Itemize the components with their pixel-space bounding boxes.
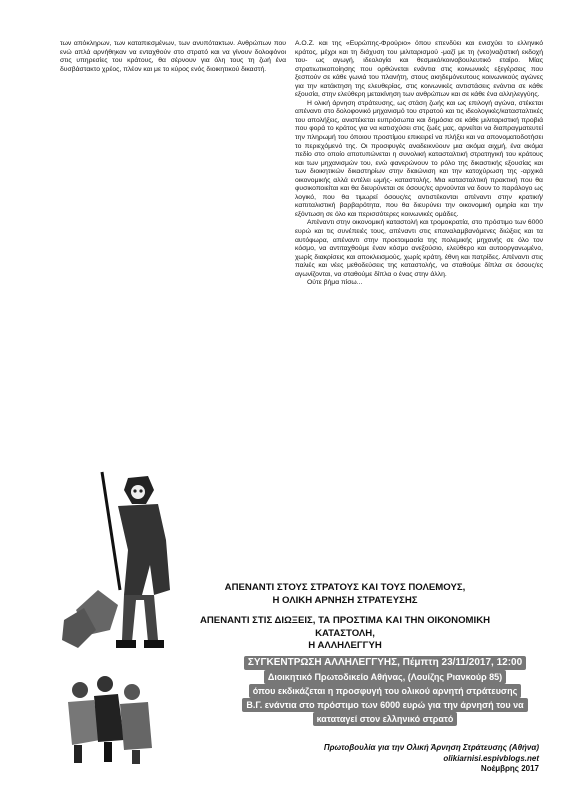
event-desc-3: καταταγεί στον ελληνικό στρατό <box>313 712 458 726</box>
slogan-line-2: Η ΟΛΙΚΗ ΑΡΝΗΣΗ ΣΤΡΑΤΕΥΣΗΣ <box>272 594 418 606</box>
right-paragraph-3: Απέναντι στην οικονομική καταστολή και τρομοκρατία, στο πρόστιμο των 6000 ευρώ και τις συνέπειές τους, απέναντι στις επαναλαμβανόμενες διώξεις και τα αυτόφωρα, απέναντι στην προετοιμασία της πολεμικής μηχανής σε όλο τον κόσμο, να αντιταχθούμε έναν κόσμο ανεξούσιο, ελεύθερο και αυτοοργανωμένο, χωρίς διακρίσεις και αποκλεισμούς, χωρίς κράτη, έθνη και πατρίδες. Απέναντι στις παλιές και νέες μεθοδεύσεις της καταστολής, να σταθούμε δίπλα σε όσους/ες αγωνίζονται, να σταθούμε δίπλα ο ένας στην άλλη. <box>295 219 543 278</box>
right-text-column <box>295 40 543 570</box>
crowd-illustration <box>60 670 160 765</box>
footer-signature: Πρωτοβουλία για την Ολική Άρνηση Στράτευσης (Αθήνα) <box>323 743 539 752</box>
soldier-illustration <box>58 470 188 660</box>
slogan-line-1: ΑΠΕΝΑΝΤΙ ΣΤΟΥΣ ΣΤΡΑΤΟΥΣ ΚΑΙ ΤΟΥΣ ΠΟΛΕΜΟΥΣ, <box>224 582 466 593</box>
footer <box>324 743 539 775</box>
slogan-line-3: ΑΠΕΝΑΝΤΙ ΣΤΙΣ ΔΙΩΞΕΙΣ, ΤΑ ΠΡΟΣΤΙΜΑ ΚΑΙ ΤΗΝ ΟΙΚΟΝΟΜΙΚΗ ΚΑΤΑΣΤΟΛΗ, <box>199 615 491 639</box>
event-desc-2: Β.Γ. ενάντια στο πρόστιμο των 6000 ευρώ για την άρνησή του να <box>242 698 527 712</box>
footer-date: Νοέμβρης 2017 <box>480 764 539 773</box>
event-location: Διοικητικό Πρωτοδικείο Αθήνας, (Λουίζης Ριανκούρ 85) <box>264 670 506 684</box>
slogans-block <box>175 582 515 653</box>
slogan-line-4: Η ΑΛΛΗΛΕΓΓΥΗ <box>308 640 382 651</box>
right-paragraph-1: Α.Ο.Ζ. και της «Ευρώπης-Φρούριο» όπου επενδύει και ενισχύει το ελληνικό κράτος, μέχρι και τη διάχυση του μιλιταρισμού -μαζί με τη (νεο)ναζιστική εκδοχή του- ως αγωγή, ιδεολογία και θεσμικό/κοινοβουλευτικό εταίρο. Μίας στρατιωτικοποίησης που ορθώνεται ενάντια στις κοινωνικές εξεγέρσεις που ξεσπούν σε κάθε γωνιά του πλανήτη, στους ακηδεμόνευτους κοινωνικούς αγώνες για την κατάκτηση της ελευθερίας, στις κοινωνικές αντιστάσεις ενάντια σε κάθε εξουσία, στην ελεύθερη μετακίνηση των ανθρώπων και σε κάθε ένα αλληλεγγύης. <box>295 40 543 99</box>
event-desc-1: όπου εκδικάζεται η προσφυγή του ολικού αρνητή στράτευσης <box>249 684 522 698</box>
event-title: ΣΥΓΚΕΝΤΡΩΣΗ ΑΛΛΗΛΕΓΓΥΗΣ, Πέμπτη 23/11/2017, 12:00 <box>244 656 526 670</box>
right-paragraph-4: Ούτε βήμα πίσω... <box>307 279 363 287</box>
left-paragraph: των απόκληρων, των καταπιεσμένων, των ανυπότακτων. Ανθρώπων που ενώ απλά αρνήθηκαν να ενταχθούν στο στρατό και να γίνουν δολοφόνοι στις υπηρεσίες του κράτους, θα σέρνουν για όλη τους τη ζωή ένα δυσβάστακτο χρέος, πλέον και με το κύρος ενός διοικητικού δικαστή. <box>60 40 286 73</box>
footer-blog: olikiarnisi.espivblogs.net <box>443 753 539 763</box>
event-announcement <box>210 656 560 726</box>
right-paragraph-2: Η ολική άρνηση στράτευσης, ως στάση ζωής και ως επιλογή αγώνα, στέκεται απέναντι στο δολοφονικό μηχανισμό του στρατού και τις ιδεολογικές/κατασταλτικές του απολήξεις, ανιστέκεται ευπρόσωπα και δημόσια σε κάθε μιλιταριστική προβιά που φορά το κράτος για να κατισχύσει στις ζωές μας, αρνείται να διαπραγματευτεί την πληρωμή του όποιου προστίμου επικειρεί να πλήξει και να απονοματοδοτήσει το περιεχόμενό της. Οι προσφυγές αναδεικνύουν μια ακόμα αιχμή, ένα ακόμα πεδίο στο οποίο αποτυπώνεται η συνολική κατασταλτική στρατηγική του κράτους και των μηχανισμών του, ενώ φανερώνουν το ρόλο της δικαστικής εξουσίας και των διοικητικών δικαστηρίων στην διαιώνιση και την κατοχύρωση της -αρχικά οικονομικής αλλά εντέλει ωμής- καταστολής. Μια κατασταλτική πρακτική που θα φυσικοποιείται και θα διευρύνεται σε όσους/ες αρνούνται να δουν το παράλογο ως λογικό, που θα τιμωρεί όσους/ες αντιστέκονται απέναντι στην κρατική/καπιταλιστική βαρβαρότητα, που θα διευρύνει την οικονομική ομηρία και την εξόντωση σε όλο και περισσότερες κοινωνικές ομάδες. <box>295 99 543 218</box>
